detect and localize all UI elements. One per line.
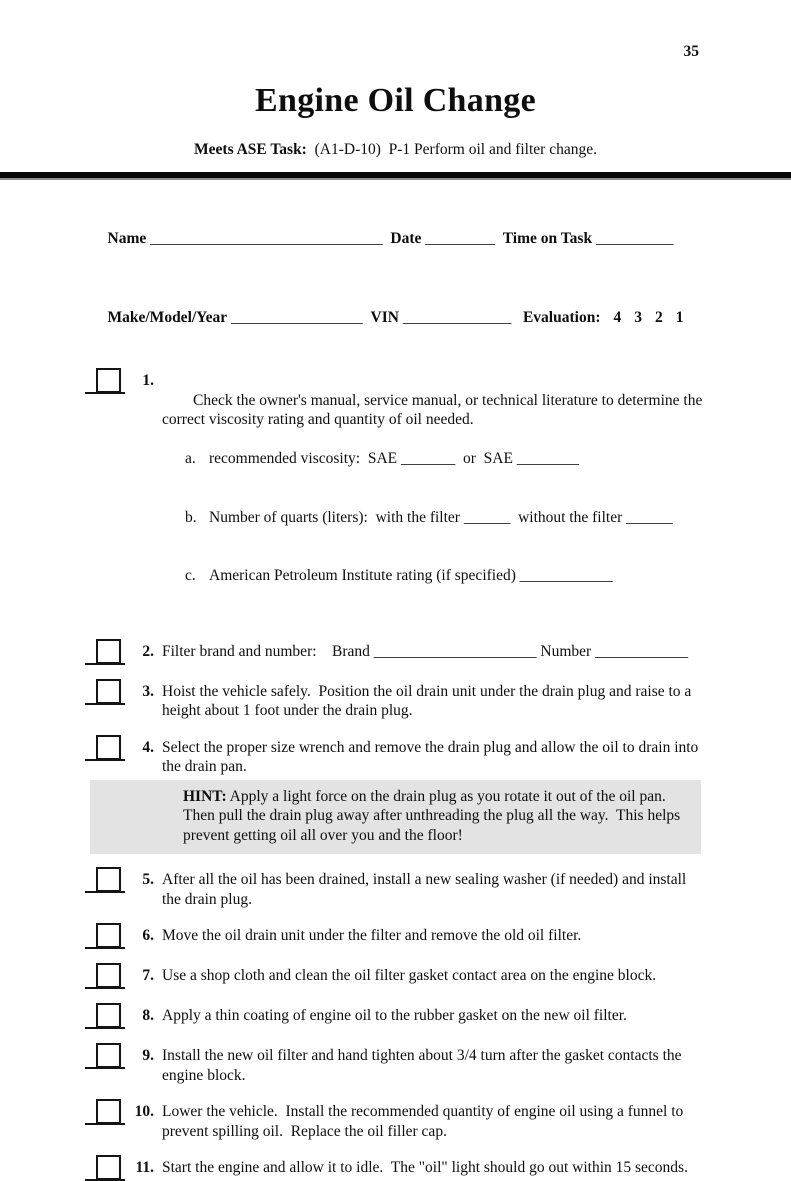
step-10-text: Lower the vehicle. Install the recommended quantity of engine oil using a funnel to prevent spilling oil. Replace the oil filler cap. — [162, 1103, 688, 1140]
hint-text: Apply a light force on the drain plug as you rotate it out of the oil pan. Then pull the drain plug away after unthreading the plug all the way. This helps prevent getting oil all over you and the floor! — [183, 787, 685, 844]
subitem-a-text: recommended viscosity: SAE _______ or SAE ________ — [209, 450, 579, 467]
step-item-8 — [85, 1006, 703, 1029]
ase-task-text: (A1-D-10) P-1 Perform oil and filter change. — [306, 141, 597, 158]
procedure-checklist — [85, 371, 707, 1181]
step-1-subitem-a — [185, 449, 703, 469]
step-item-1 — [85, 371, 707, 625]
step-3-number: 3. — [142, 682, 154, 700]
step-2-checkbox[interactable] — [85, 639, 125, 665]
step-item-7 — [85, 966, 703, 989]
evaluation-score-1[interactable]: 1 — [675, 309, 684, 326]
step-item-10 — [85, 1102, 703, 1141]
ase-task-line — [0, 141, 791, 159]
step-item-11 — [85, 1158, 703, 1181]
step-9-checkbox[interactable] — [85, 1043, 125, 1069]
step-6-number: 6. — [142, 927, 154, 944]
step-10-number: 10. — [134, 1103, 154, 1120]
step-3-checkbox[interactable] — [85, 679, 125, 705]
hint-box — [90, 780, 701, 855]
step-item-5 — [85, 870, 703, 909]
subitem-c-letter: c. — [185, 567, 196, 584]
make-model-year-field[interactable]: _________________ — [227, 309, 371, 326]
evaluation-score-2[interactable]: 2 — [654, 309, 663, 326]
vehicle-eval-row — [92, 288, 711, 348]
step-10-checkbox[interactable] — [85, 1099, 125, 1125]
step-8-text: Apply a thin coating of engine oil to the rubber gasket on the new oil filter. — [162, 1007, 627, 1024]
step-1-checkbox[interactable] — [85, 368, 125, 394]
step-1-body — [162, 371, 707, 625]
step-item-4 — [85, 738, 703, 777]
date-label: Date — [390, 230, 422, 247]
step-6-text: Move the oil drain unit under the filter and remove the old oil filter. — [162, 927, 582, 944]
time-on-task-field[interactable]: __________ — [592, 230, 674, 247]
step-7-number: 7. — [142, 967, 154, 984]
vin-field[interactable]: ______________ — [398, 309, 523, 326]
subitem-c-text: American Petroleum Institute rating (if specified) ____________ — [209, 567, 613, 584]
step-7-text: Use a shop cloth and clean the oil filter gasket contact area on the engine block. — [162, 967, 657, 984]
step-1-subitem-b — [185, 508, 703, 528]
step-item-6 — [85, 926, 703, 949]
step-5-text: After all the oil has been drained, install a new sealing washer (if needed) and install the drain plug. — [162, 871, 691, 908]
name-date-row — [92, 209, 711, 269]
step-9-number: 9. — [142, 1047, 154, 1064]
step-6-checkbox[interactable] — [85, 923, 125, 949]
step-2-text: Filter brand and number: Brand _____________________ Number ____________ — [162, 642, 689, 660]
step-3-text: Hoist the vehicle safely. Position the oil drain unit under the drain plug and raise to a height about 1 foot under the drain plug. — [162, 682, 696, 719]
step-item-2 — [85, 642, 703, 665]
ase-task-label: Meets ASE Task: — [194, 141, 307, 158]
subitem-b-letter: b. — [185, 508, 197, 526]
step-4-checkbox[interactable] — [85, 735, 125, 761]
step-1-text: Check the owner's manual, service manual, or technical literature to determine the correct viscosity rating and quantity of oil needed. — [162, 391, 707, 428]
step-1-number: 1. — [142, 372, 154, 389]
step-2-number: 2. — [142, 642, 154, 660]
step-11-checkbox[interactable] — [85, 1155, 125, 1181]
date-field[interactable]: _________ — [421, 230, 503, 247]
evaluation-label: Evaluation: — [522, 309, 601, 326]
name-label: Name — [107, 230, 147, 247]
step-item-9 — [85, 1046, 703, 1085]
step-8-number: 8. — [142, 1007, 154, 1024]
step-1-subitem-c — [185, 566, 703, 586]
step-5-number: 5. — [142, 871, 154, 888]
page-title: Engine Oil Change — [255, 82, 536, 119]
make-model-year-label: Make/Model/Year — [107, 309, 228, 326]
step-9-text: Install the new oil filter and hand tighten about 3/4 turn after the gasket contacts the engine block. — [162, 1047, 686, 1084]
step-item-3 — [85, 682, 703, 721]
step-4-number: 4. — [142, 738, 154, 756]
step-5-checkbox[interactable] — [85, 867, 125, 893]
page-number: 35 — [683, 43, 699, 60]
step-7-checkbox[interactable] — [85, 963, 125, 989]
step-4-text: Select the proper size wrench and remove the drain plug and allow the oil to drain into the drain pan. — [162, 738, 703, 775]
name-field[interactable]: ______________________________ — [146, 230, 391, 247]
header-divider-rule — [0, 172, 791, 180]
hint-label: HINT: — [183, 787, 227, 805]
step-11-text: Start the engine and allow it to idle. The "oil" light should go out within 15 seconds. — [162, 1159, 688, 1176]
subitem-a-letter: a. — [185, 450, 196, 467]
evaluation-score-3[interactable]: 3 — [634, 309, 642, 326]
step-8-checkbox[interactable] — [85, 1003, 125, 1029]
subitem-b-text: Number of quarts (liters): with the filter ______ without the filter ______ — [209, 508, 673, 526]
vin-label: VIN — [370, 309, 399, 326]
evaluation-score-4[interactable]: 4 — [613, 309, 622, 326]
time-on-task-label: Time on Task — [502, 230, 593, 247]
step-11-number: 11. — [135, 1159, 154, 1176]
